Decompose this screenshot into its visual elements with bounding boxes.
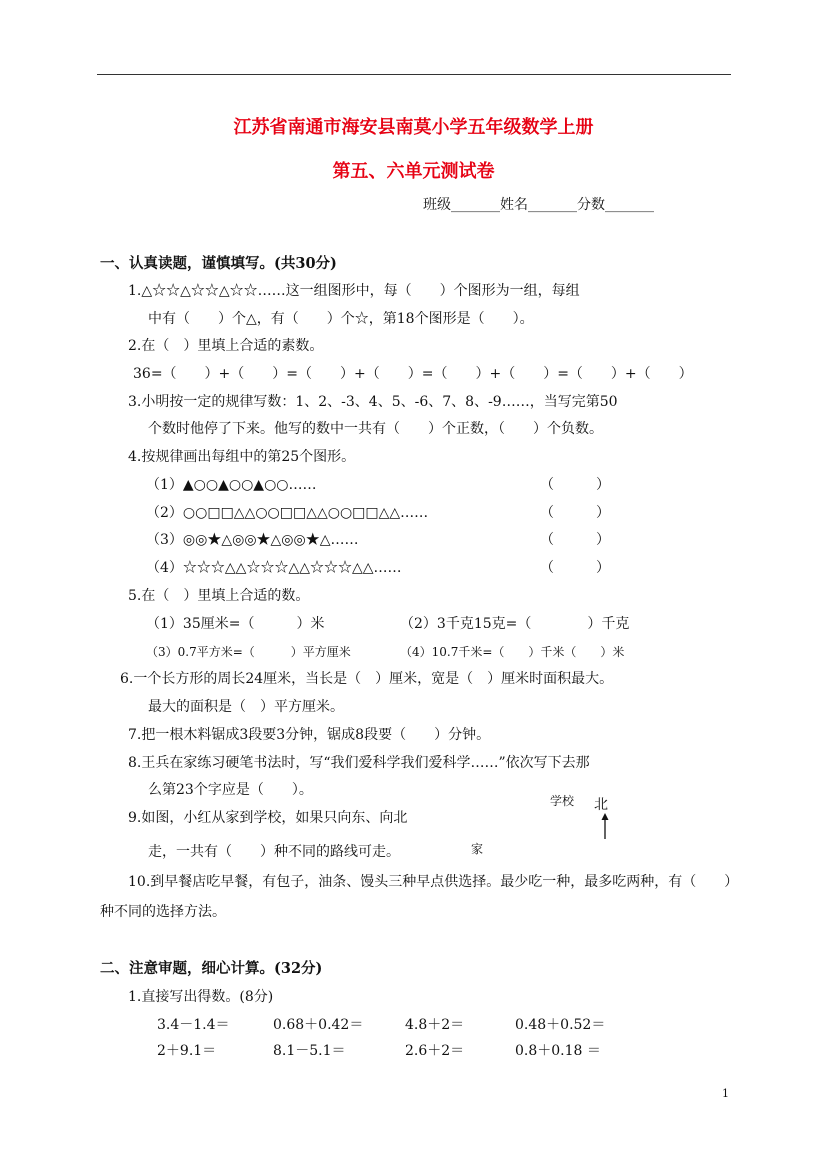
q9-line1: 9.如图，小红从家到学校，如果只向东、向北 [128,810,408,826]
calc-r1-c1: 3.4－1.4＝ [157,1017,230,1033]
q6-line2: 最大的面积是（ ）平方厘米。 [148,699,344,715]
q4-item-3: （3）◎◎★△◎◎★△◎◎★△…… [146,532,359,548]
q5-part-2: （2）3千克15克=（ ）千克 [400,616,630,632]
q4-answer-2: （ ） [540,505,610,521]
q4-answer-1: （ ） [540,477,610,493]
q4-item-1: （1）▲○○▲○○▲○○…… [146,477,317,493]
q7-line: 7.把一根木料锯成3段要3分钟，锯成8段要（ ）分钟。 [128,727,491,743]
q5-part-4: （4）10.7千米=（ ）千米（ ）米 [400,645,625,659]
q2-line1: 2.在（ ）里填上合适的素数。 [128,338,324,354]
calc-r2-c2: 8.1－5.1＝ [273,1043,346,1059]
student-info-line: 班级_______姓名_______分数_______ [423,197,654,213]
q8-line1: 8.王兵在家练习硬笔书法时，写“我们爱科学我们爱科学……”依次写下去那 [128,755,590,771]
q9-line2: 走，一共有（ ）种不同的路线可走。 [148,844,400,860]
page-title: 江苏省南通市海安县南莫小学五年级数学上册 [233,117,594,138]
calc-r2-c1: 2＋9.1＝ [157,1043,217,1059]
q10-line1: 10.到早餐店吃早餐，有包子，油条、馒头三种早点供选择。最少吃一种，最多吃两种，有（ ） [128,874,739,890]
section1-heading: 一、认真读题，谨慎填写。(共30分) [100,255,337,272]
calc-r2-c4: 0.8＋0.18 ＝ [515,1043,601,1059]
north-arrow-icon [600,813,610,839]
section2-heading: 二、注意审题，细心计算。(32分) [100,960,323,977]
header-rule [97,74,731,75]
page-number: 1 [722,1087,729,1100]
q4-answer-4: （ ） [540,560,610,576]
s2-q1-line: 1.直接写出得数。(8分) [128,989,274,1005]
q5-line1: 5.在（ ）里填上合适的数。 [128,588,310,604]
calc-r1-c4: 0.48＋0.52＝ [515,1017,606,1033]
q9-home-label: 家 [471,842,484,856]
page-subtitle: 第五、六单元测试卷 [332,161,495,182]
q4-answer-3: （ ） [540,532,610,548]
q3-line1: 3.小明按一定的规律写数：1、2、-3、4、5、-6、7、8、-9……，当写完第50 [128,394,618,410]
q1-line2: 中有（ ）个△，有（ ）个☆，第18个图形是（ ）。 [148,311,534,327]
q1-line1: 1.△☆☆△☆☆△☆☆……这一组图形中，每（ ）个图形为一组，每组 [128,283,580,299]
q5-part-3: （3）0.7平方米=（ ）平方厘米 [146,645,351,659]
q4-line1: 4.按规律画出每组中的第25个图形。 [128,449,356,465]
q4-item-4: （4）☆☆☆△△☆☆☆△△☆☆☆△△…… [146,560,402,576]
q9-school-label: 学校 [550,794,575,808]
q6-line1: 6.一个长方形的周长24厘米，当长是（ ）厘米，宽是（ ）厘米时面积最大。 [120,671,614,687]
q3-line2: 个数时他停了下来。他写的数中一共有（ ）个正数，（ ）个负数。 [148,421,603,437]
q2-line2: 36=（ ）+（ ）=（ ）+（ ）=（ ）+（ ）=（ ）+（ ） [133,366,693,382]
q4-item-2: （2）○○□□△△○○□□△△○○□□△△…… [146,505,429,521]
q5-part-1: （1）35厘米=（ ）米 [146,616,325,632]
q8-line2: 么第23个字应是（ ）。 [148,782,313,798]
q10-line2: 种不同的选择方法。 [100,904,226,920]
calc-r2-c3: 2.6＋2＝ [405,1043,465,1059]
calc-r1-c3: 4.8＋2＝ [405,1017,465,1033]
calc-r1-c2: 0.68＋0.42＝ [273,1017,364,1033]
q9-north-label: 北 [594,797,608,813]
